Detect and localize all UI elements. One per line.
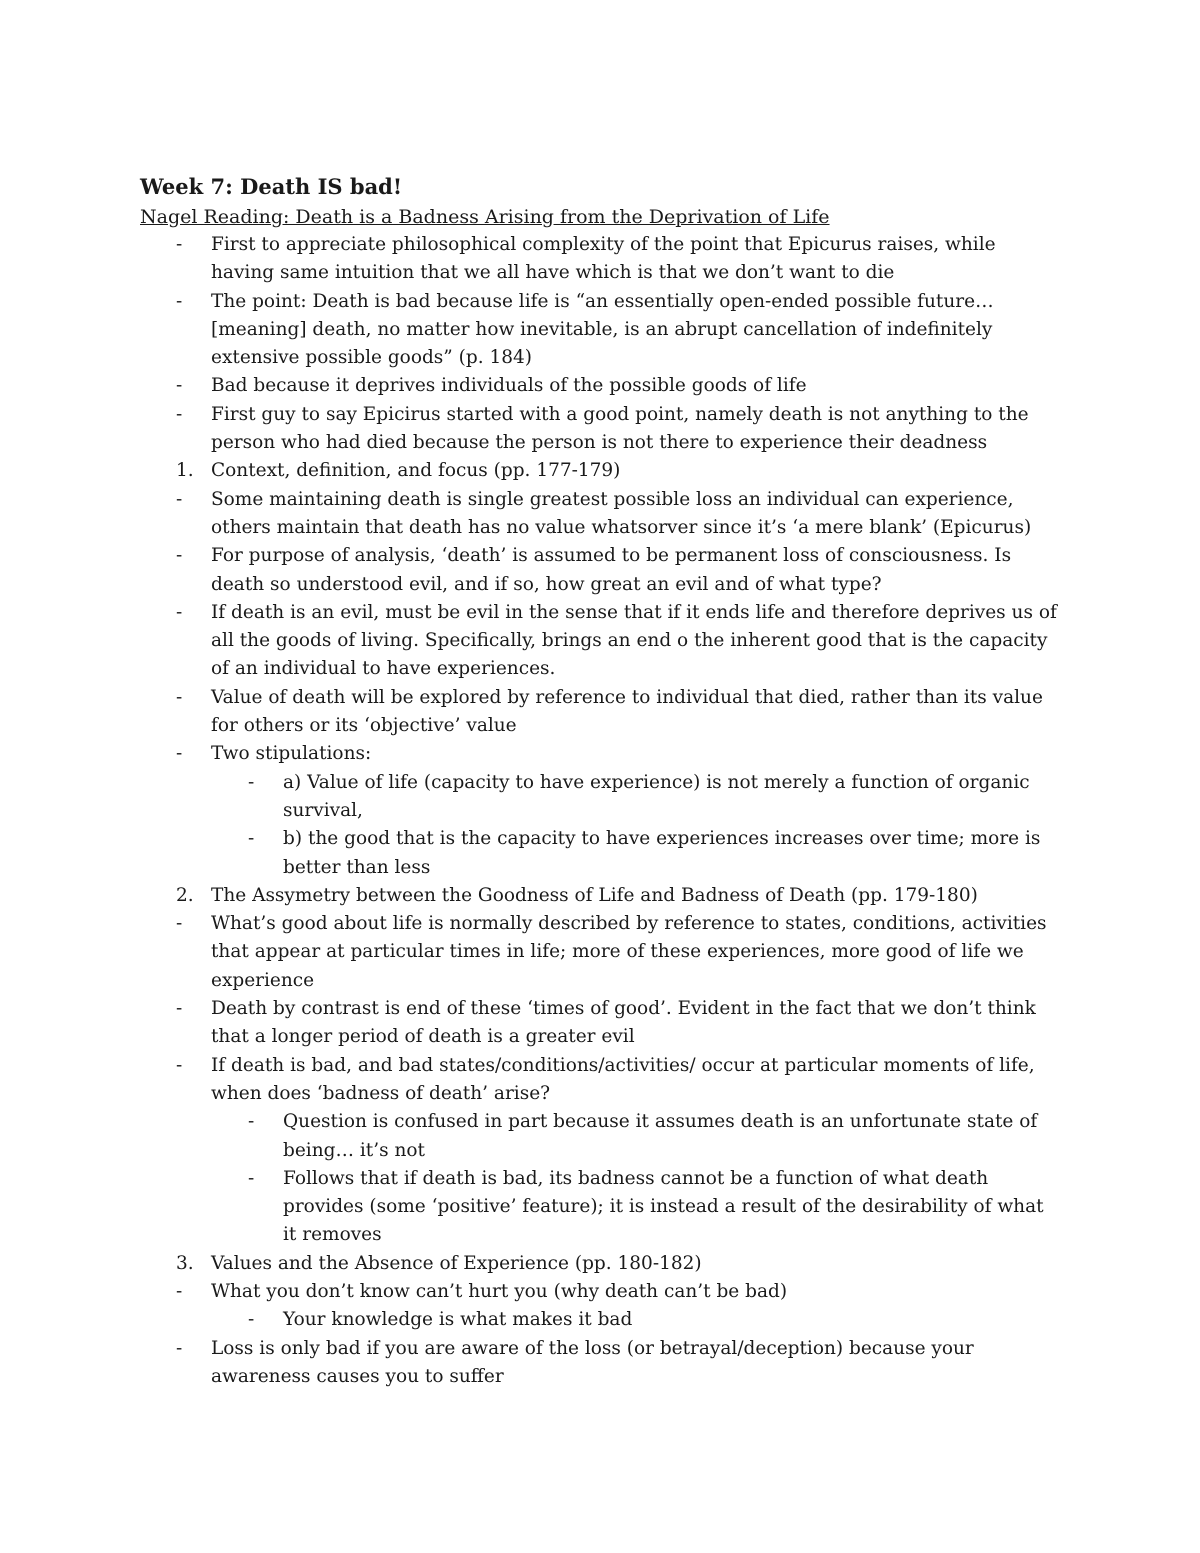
text-line: provides (some ‘positive’ feature); it is instead a result of the desirability of what — [283, 1196, 1044, 1218]
document-subtitle: Nagel Reading: Death is a Badness Arising from the Deprivation of Life — [140, 206, 830, 228]
text-line: What you don’t know can’t hurt you (why death can’t be bad) — [211, 1280, 788, 1302]
list-item — [0, 684, 1200, 741]
list-marker: 1. — [176, 460, 194, 482]
list-item-text — [211, 684, 1071, 741]
text-line: Value of death will be explored by reference to individual that died, rather than its value — [211, 686, 1043, 708]
list-marker: - — [176, 601, 183, 623]
list-marker: - — [176, 488, 183, 510]
text-line: awareness causes you to suffer — [211, 1365, 504, 1387]
list-marker: - — [176, 290, 183, 312]
list-item — [0, 401, 1200, 458]
text-line: If death is bad, and bad states/conditions/activities/ occur at particular moments of life, — [211, 1054, 1035, 1076]
list-item — [0, 910, 1200, 995]
text-line: Follows that if death is bad, its badness cannot be a function of what death — [283, 1167, 989, 1189]
text-line: Bad because it deprives individuals of the possible goods of life — [211, 375, 807, 397]
text-line: others maintain that death has no value whatsorver since it’s ‘a mere blank’ (Epicurus) — [211, 516, 1032, 538]
list-marker: - — [176, 375, 183, 397]
list-marker: 3. — [176, 1252, 194, 1274]
list-marker: - — [176, 545, 183, 567]
sub-list-item — [0, 825, 1200, 882]
text-line: person who had died because the person is not there to experience their deadness — [211, 432, 988, 454]
list-item-text — [211, 882, 1071, 910]
list-item — [0, 1052, 1200, 1109]
list-item-text — [283, 1306, 1073, 1334]
text-line: it removes — [283, 1224, 382, 1246]
text-line: b) the good that is the capacity to have experiences increases over time; more is — [283, 828, 1041, 850]
text-line: Question is confused in part because it assumes death is an unfortunate state of — [283, 1111, 1038, 1133]
list-marker: 2. — [176, 884, 194, 906]
text-line: Your knowledge is what makes it bad — [283, 1309, 633, 1331]
text-line: extensive possible goods” (p. 184) — [211, 347, 532, 369]
list-item — [0, 231, 1200, 288]
text-line: What’s good about life is normally described by reference to states, conditions, activities — [211, 913, 1047, 935]
list-marker: - — [248, 1111, 255, 1133]
text-line: Death by contrast is end of these ‘times of good’. Evident in the fact that we don’t think — [211, 998, 1036, 1020]
list-item-text — [211, 1052, 1071, 1109]
sub-list-item — [0, 769, 1200, 826]
list-marker: - — [176, 403, 183, 425]
text-line: death so understood evil, and if so, how great an evil and of what type? — [211, 573, 882, 595]
sub-list-item — [0, 1306, 1200, 1334]
notes-list — [0, 231, 1200, 1391]
text-line: The Assymetry between the Goodness of Life and Badness of Death (pp. 179-180) — [211, 884, 978, 906]
list-item-text — [283, 1165, 1073, 1250]
text-line: Two stipulations: — [211, 743, 372, 765]
text-line: that appear at particular times in life; more of these experiences, more good of life we — [211, 941, 1024, 963]
list-item-text — [211, 231, 1071, 288]
list-item-text — [211, 740, 1071, 768]
list-marker: - — [176, 686, 183, 708]
list-item — [0, 882, 1200, 910]
list-item — [0, 288, 1200, 373]
document-title: Week 7: Death IS bad! — [140, 174, 403, 199]
text-line: a) Value of life (capacity to have experience) is not merely a function of organic — [283, 771, 1030, 793]
text-line: Context, definition, and focus (pp. 177-179) — [211, 460, 621, 482]
text-line: all the goods of living. Specifically, brings an end o the inherent good that is the capacity — [211, 630, 1048, 652]
text-line: Loss is only bad if you are aware of the loss (or betrayal/deception) because your — [211, 1337, 974, 1359]
text-line: better than less — [283, 856, 431, 878]
list-item — [0, 740, 1200, 768]
list-item — [0, 1250, 1200, 1278]
text-line: when does ‘badness of death’ arise? — [211, 1082, 551, 1104]
list-marker: - — [176, 1337, 183, 1359]
text-line: If death is an evil, must be evil in the sense that if it ends life and therefore deprives us of — [211, 601, 1057, 623]
text-line: of an individual to have experiences. — [211, 658, 556, 680]
list-item-text — [211, 486, 1071, 543]
text-line: survival, — [283, 799, 363, 821]
list-item — [0, 599, 1200, 684]
list-item-text — [211, 288, 1071, 373]
list-marker: - — [248, 828, 255, 850]
list-marker: - — [176, 743, 183, 765]
text-line: Some maintaining death is single greatest possible loss an individual can experience, — [211, 488, 1014, 510]
text-line: that a longer period of death is a greater evil — [211, 1026, 635, 1048]
list-item-text — [283, 1108, 1073, 1165]
list-marker: - — [176, 1280, 183, 1302]
list-item — [0, 1278, 1200, 1306]
list-marker: - — [176, 1054, 183, 1076]
list-item — [0, 542, 1200, 599]
list-item-text — [283, 769, 1073, 826]
list-item-text — [211, 542, 1071, 599]
list-item-text — [211, 457, 1071, 485]
text-line: [meaning] death, no matter how inevitable, is an abrupt cancellation of indefinitely — [211, 318, 993, 340]
text-line: Values and the Absence of Experience (pp. 180-182) — [211, 1252, 702, 1274]
list-item-text — [211, 1250, 1071, 1278]
list-marker: - — [176, 998, 183, 1020]
sub-list-item — [0, 1108, 1200, 1165]
list-item-text — [211, 1278, 1071, 1306]
list-item — [0, 1335, 1200, 1392]
list-item — [0, 457, 1200, 485]
list-item-text — [211, 1335, 1071, 1392]
list-item — [0, 372, 1200, 400]
list-marker: - — [248, 1309, 255, 1331]
text-line: First guy to say Epicirus started with a good point, namely death is not anything to the — [211, 403, 1029, 425]
list-marker: - — [176, 234, 183, 255]
sub-list-item — [0, 1165, 1200, 1250]
list-item-text — [211, 995, 1071, 1052]
text-line: for others or its ‘objective’ value — [211, 715, 517, 737]
text-line: being… it’s not — [283, 1139, 425, 1161]
list-marker: - — [248, 1167, 255, 1189]
list-item-text — [211, 372, 1071, 400]
list-marker: - — [248, 771, 255, 793]
list-item — [0, 486, 1200, 543]
text-line: experience — [211, 969, 315, 991]
list-item — [0, 995, 1200, 1052]
text-line: For purpose of analysis, ‘death’ is assumed to be permanent loss of consciousness. Is — [211, 545, 1012, 567]
list-item-text — [211, 599, 1071, 684]
list-item-text — [211, 401, 1071, 458]
list-item-text — [211, 910, 1071, 995]
list-item-text — [283, 825, 1073, 882]
list-marker: - — [176, 913, 183, 935]
text-line: having same intuition that we all have which is that we don’t want to die — [211, 262, 895, 284]
text-line: The point: Death is bad because life is “an essentially open-ended possible future… — [211, 290, 994, 312]
text-line: First to appreciate philosophical complexity of the point that Epicurus raises, while — [211, 234, 996, 255]
